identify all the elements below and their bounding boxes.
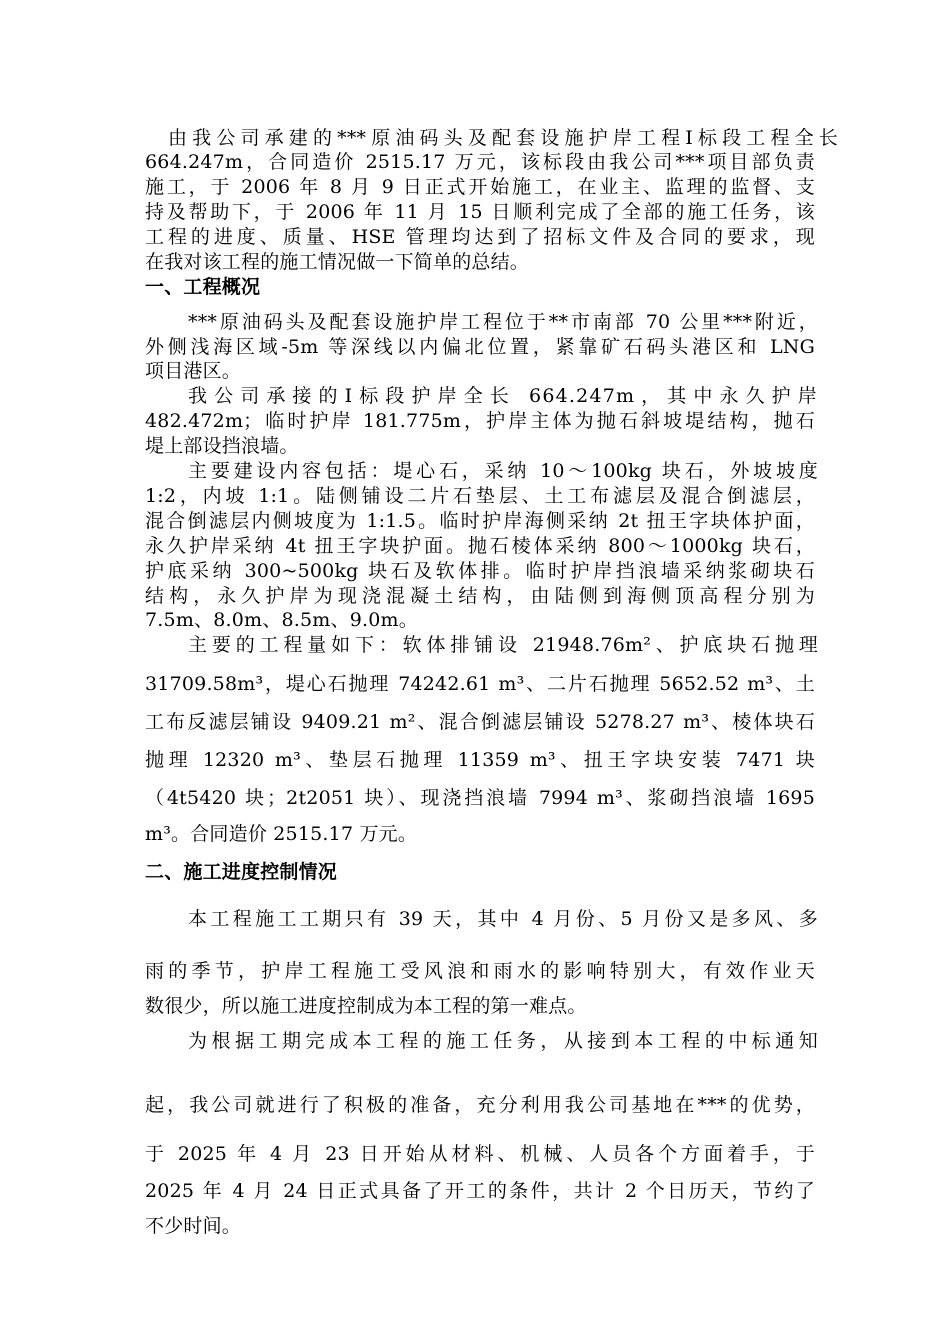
paragraph-line: 我公司承接的Ⅰ标段护岸全长 664.247m，其中永久护岸 (188, 385, 818, 407)
quantities-line: 抛理 12320 m³、垫层石抛理 11359 m³、扭王字块安装 7471 块 (145, 749, 815, 771)
paragraph-line: 主要建设内容包括：堤心石，采纳 10～100kg 块石，外坡坡度 (188, 460, 818, 482)
paragraph-intro-line: 664.247m，合同造价 2515.17 万元，该标段由我公司***项目部负责 (145, 151, 815, 173)
quantities-line: 工布反滤层铺设 9409.21 m²、混合倒滤层铺设 5278.27 m³、棱体块石 (145, 711, 815, 733)
quantities-line: m³。合同造价 2515.17 万元。 (145, 823, 418, 845)
paragraph-line: 于 2025 年 4 月 23 日开始从材料、机械、人员各个方面着手，于 (145, 1143, 815, 1165)
paragraph-line: 数很少，所以施工进度控制成为本工程的第一难点。 (145, 995, 587, 1017)
paragraph-line: 结构，永久护岸为现浇混凝土结构，由陆侧到海侧顶高程分别为 (145, 585, 815, 607)
paragraph-line: 起，我公司就进行了积极的准备，充分利用我公司基地在***的优势， (145, 1094, 815, 1116)
paragraph-line: 护底采纳 300~500kg 块石及软体排。临时护岸挡浪墙采纳浆砌块石 (145, 560, 815, 582)
paragraph-line: 本工程施工工期只有 39 天，其中 4 月份、5 月份又是多风、多 (188, 908, 818, 930)
section-heading: 一、工程概况 (145, 276, 261, 298)
paragraph-line: 2025 年 4 月 24 日正式具备了开工的条件，共计 2 个日历天，节约了 (145, 1180, 815, 1202)
quantities-line: 31709.58m³，堤心石抛理 74242.61 m³、二片石抛理 5652.52 m³、土 (145, 673, 815, 695)
paragraph-line: 为根据工期完成本工程的施工任务，从接到本工程的中标通知 (188, 1030, 818, 1052)
paragraph-line: ***原油码头及配套设施护岸工程位于**市南部 70 公里***附近， (188, 311, 818, 333)
paragraph-intro-line: 在我对该工程的施工情况做一下简单的总结。 (145, 251, 530, 273)
paragraph-line: 永久护岸采纳 4t 扭王字块护面。抛石棱体采纳 800～1000kg 块石， (145, 535, 815, 557)
paragraph-line: 不少时间。 (145, 1215, 242, 1237)
paragraph-line: 雨的季节，护岸工程施工受风浪和雨水的影响特别大，有效作业天 (145, 960, 815, 982)
paragraph-line: 外侧浅海区域-5m 等深线以内偏北位置，紧靠矿石码头港区和 LNG (145, 336, 815, 358)
paragraph-line: 482.472m；临时护岸 181.775m，护岸主体为抛石斜坡堤结构，抛石 (145, 410, 815, 432)
paragraph-line: 混合倒滤层内侧坡度为 1:1.5。临时护岸海侧采纳 2t 扭王字块体护面， (145, 510, 815, 532)
paragraph-line: 7.5m、8.0m、8.5m、9.0m。 (145, 609, 418, 631)
paragraph-line: 项目港区。 (145, 360, 242, 382)
paragraph-intro-line: 由我公司承建的***原油码头及配套设施护岸工程Ⅰ标段工程全长 (168, 127, 838, 149)
paragraph-line: 堤上部设挡浪墙。 (145, 435, 299, 457)
paragraph-intro-line: 持及帮助下，于 2006 年 11 月 15 日顺利完成了全部的施工任务，该 (145, 201, 815, 223)
quantities-line: 主要的工程量如下：软体排铺设 21948.76m²、护底块石抛理 (188, 634, 818, 656)
paragraph-intro-line: 工程的进度、质量、HSE 管理均达到了招标文件及合同的要求，现 (145, 226, 815, 248)
quantities-line: （4t5420 块；2t2051 块）、现浇挡浪墙 7994 m³、浆砌挡浪墙 1695 (145, 787, 815, 809)
paragraph-line: 1:2，内坡 1:1。陆侧铺设二片石垫层、土工布滤层及混合倒滤层， (145, 485, 815, 507)
paragraph-intro-line: 施工，于 2006 年 8 月 9 日正式开始施工，在业主、监理的监督、支 (145, 176, 815, 198)
section-heading: 二、施工进度控制情况 (145, 861, 338, 883)
